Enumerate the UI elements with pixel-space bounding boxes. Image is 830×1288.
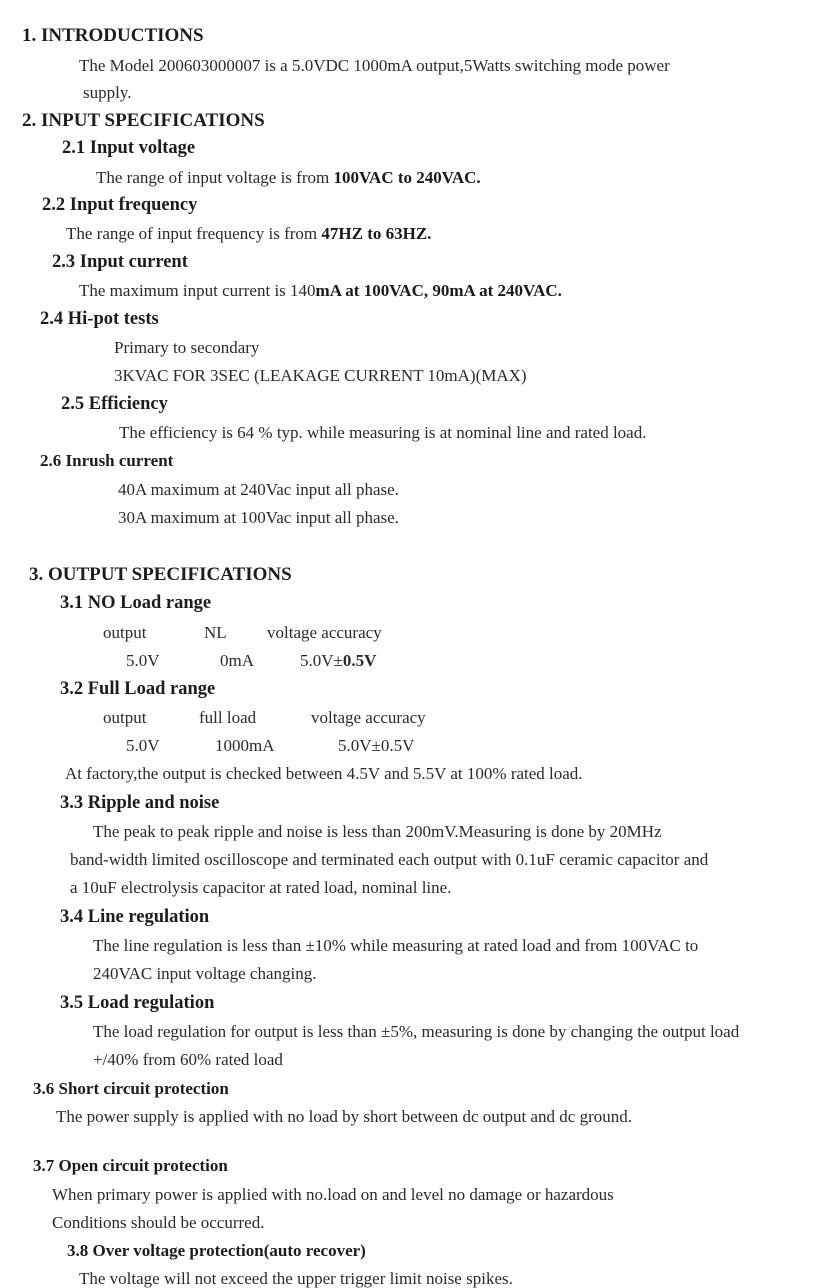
full-load-output-value: 5.0V: [126, 736, 160, 755]
no-load-accuracy-pre: 5.0V±: [300, 651, 343, 670]
intro-line-1: The Model 200603000007 is a 5.0VDC 1000mA output,5Watts switching mode power: [79, 56, 670, 75]
short-circuit-heading: 3.6 Short circuit protection: [33, 1079, 229, 1098]
no-load-heading: 3.1 NO Load range: [60, 593, 212, 613]
full-load-header-output: output: [103, 708, 147, 727]
ripple-heading: 3.3 Ripple and noise: [60, 793, 220, 813]
input-voltage-range: 100VAC to 240VAC.: [333, 168, 481, 187]
load-regulation-heading: 3.5 Load regulation: [60, 993, 215, 1013]
inrush-heading: 2.6 Inrush current: [40, 451, 174, 470]
inrush-line-2: 30A maximum at 100Vac input all phase.: [118, 508, 399, 527]
inrush-line-1: 40A maximum at 240Vac input all phase.: [118, 480, 399, 499]
full-load-heading: 3.2 Full Load range: [60, 679, 216, 699]
input-current-text: [79, 282, 562, 299]
input-frequency-range: 47HZ to 63HZ.: [321, 224, 432, 243]
open-circuit-line-2: Conditions should be occurred.: [52, 1213, 265, 1232]
load-regulation-line-1: The load regulation for output is less than ±5%, measuring is done by changing the output load: [93, 1022, 740, 1041]
section-1-heading: 1. INTRODUCTIONS: [22, 25, 204, 46]
hipot-heading: 2.4 Hi-pot tests: [40, 309, 159, 329]
full-load-accuracy-value: 5.0V±0.5V: [338, 736, 415, 755]
ripple-line-3: a 10uF electrolysis capacitor at rated load, nominal line.: [70, 878, 452, 897]
no-load-output-value: 5.0V: [126, 651, 160, 670]
no-load-header-nl: NL: [204, 623, 227, 642]
full-load-header-load: full load: [199, 708, 257, 727]
intro-line-2: supply.: [83, 83, 132, 102]
input-voltage-text-pre: The range of input voltage is from: [96, 168, 334, 187]
no-load-header-output: output: [103, 623, 147, 642]
input-voltage-heading: 2.1 Input voltage: [62, 138, 196, 158]
hipot-line-1: Primary to secondary: [114, 338, 260, 357]
no-load-accuracy-value: [300, 652, 376, 669]
input-current-heading: 2.3 Input current: [52, 252, 188, 272]
input-voltage-text: [96, 169, 481, 186]
section-2-heading: 2. INPUT SPECIFICATIONS: [22, 110, 265, 131]
no-load-accuracy-tolerance: 0.5V: [342, 651, 377, 670]
efficiency-heading: 2.5 Efficiency: [61, 394, 168, 414]
ripple-line-1: The peak to peak ripple and noise is less than 200mV.Measuring is done by 20MHz: [93, 822, 662, 841]
input-current-values: mA at 100VAC, 90mA at 240VAC.: [315, 281, 562, 300]
input-frequency-heading: 2.2 Input frequency: [42, 195, 198, 215]
line-regulation-line-2: 240VAC input voltage changing.: [93, 964, 317, 983]
input-current-text-pre: The maximum input current is 140: [79, 281, 316, 300]
section-3-heading: 3. OUTPUT SPECIFICATIONS: [29, 564, 292, 585]
full-load-load-value: 1000mA: [215, 736, 275, 755]
input-frequency-text-pre: The range of input frequency is from: [66, 224, 322, 243]
no-load-nl-value: 0mA: [220, 651, 254, 670]
load-regulation-line-2: +/40% from 60% rated load: [93, 1050, 283, 1069]
line-regulation-line-1: The line regulation is less than ±10% while measuring at rated load and from 100VAC to: [93, 936, 699, 955]
hipot-line-2: 3KVAC FOR 3SEC (LEAKAGE CURRENT 10mA)(MAX): [114, 366, 527, 385]
short-circuit-text: The power supply is applied with no load by short between dc output and dc ground.: [56, 1107, 632, 1126]
over-voltage-heading: 3.8 Over voltage protection(auto recover): [67, 1241, 366, 1260]
input-frequency-text: [66, 225, 431, 242]
ripple-line-2: band-width limited oscilloscope and terminated each output with 0.1uF ceramic capacitor and: [70, 850, 709, 869]
open-circuit-line-1: When primary power is applied with no.load on and level no damage or hazardous: [52, 1185, 614, 1204]
line-regulation-heading: 3.4 Line regulation: [60, 907, 210, 927]
no-load-header-accuracy: voltage accuracy: [267, 623, 382, 642]
full-load-note: At factory,the output is checked between 4.5V and 5.5V at 100% rated load.: [65, 764, 583, 783]
over-voltage-text: The voltage will not exceed the upper trigger limit noise spikes.: [79, 1269, 513, 1288]
full-load-header-accuracy: voltage accuracy: [311, 708, 426, 727]
open-circuit-heading: 3.7 Open circuit protection: [33, 1156, 228, 1175]
efficiency-text: The efficiency is 64 % typ. while measuring is at nominal line and rated load.: [119, 423, 647, 442]
